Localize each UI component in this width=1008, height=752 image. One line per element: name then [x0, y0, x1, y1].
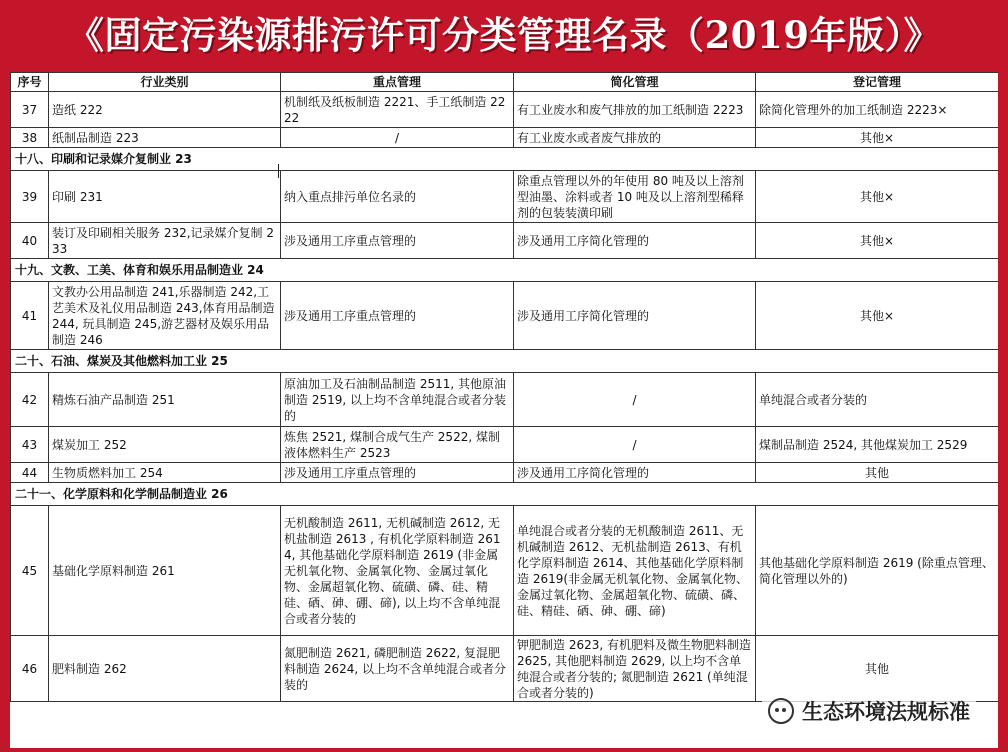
cell-simplified-management: 有工业废水和废气排放的加工纸制造 2223 [514, 92, 756, 128]
cell-no: 40 [11, 223, 49, 259]
cell-no: 41 [11, 282, 49, 350]
cell-simplified-management: 涉及通用工序简化管理的 [514, 223, 756, 259]
cell-simplified-management: / [514, 427, 756, 463]
table-row [11, 128, 999, 148]
cell-key-management: 炼焦 2521, 煤制合成气生产 2522, 煤制液体燃料生产 2523 [281, 427, 514, 463]
cell-no: 45 [11, 506, 49, 636]
cell-registration-management: 其他× [756, 282, 999, 350]
cell-simplified-management: 钾肥制造 2623, 有机肥料及微生物肥料制造 2625, 其他肥料制造 2629, 以上均不含单纯混合或者分装的; 氮肥制造 2621 (单纯混合或者分装的) [514, 636, 756, 702]
cell-registration-management: 煤制品制造 2524, 其他煤炭加工 2529 [756, 427, 999, 463]
cell-no: 42 [11, 373, 49, 427]
table-row [11, 636, 999, 702]
table-row [11, 506, 999, 636]
section-title: 二十、石油、煤炭及其他燃料加工业 25 [11, 350, 999, 373]
table-row [11, 92, 999, 128]
cell-industry: 煤炭加工 252 [49, 427, 281, 463]
cell-no: 46 [11, 636, 49, 702]
cell-no: 39 [11, 171, 49, 223]
cell-key-management: 涉及通用工序重点管理的 [281, 282, 514, 350]
header-industry: 行业类别 [49, 73, 281, 92]
cell-key-management: 纳入重点排污单位名录的 [281, 171, 514, 223]
cell-key-management: 氮肥制造 2621, 磷肥制造 2622, 复混肥料制造 2624, 以上均不含单纯混合或者分装的 [281, 636, 514, 702]
cell-key-management: 涉及通用工序重点管理的 [281, 463, 514, 483]
cell-industry: 基础化学原料制造 261 [49, 506, 281, 636]
cell-no: 44 [11, 463, 49, 483]
classification-table [10, 72, 998, 702]
cell-key-management: 无机酸制造 2611, 无机碱制造 2612, 无机盐制造 2613 , 有机化学原料制造 2614, 其他基础化学原料制造 2619 (非金属无机氧化物、金属氧化物、金属过氧化物、金属超氧化物、硫磺、磷、硅、精硅、硒、砷、硼、碲), 以上均不含单纯混合或者分装的 [281, 506, 514, 636]
section-row [11, 350, 999, 373]
cell-registration-management: 其他 [756, 463, 999, 483]
page-title: 《固定污染源排污许可分类管理名录（2019年版）》 [67, 13, 941, 57]
watermark-text: 生态环境法规标准 [802, 700, 970, 724]
table-row [11, 373, 999, 427]
cell-simplified-management: 有工业废水或者废气排放的 [514, 128, 756, 148]
wechat-icon [768, 698, 794, 724]
cell-industry: 纸制品制造 223 [49, 128, 281, 148]
watermark [762, 696, 976, 726]
section-title: 十八、印刷和记录媒介复制业 23 [11, 148, 999, 171]
cell-key-management: 涉及通用工序重点管理的 [281, 223, 514, 259]
section-row [11, 483, 999, 506]
cell-industry: 装订及印刷相关服务 232,记录媒介复制 233 [49, 223, 281, 259]
cell-registration-management: 除简化管理外的加工纸制造 2223× [756, 92, 999, 128]
section-title: 二十一、化学原料和化学制品制造业 26 [11, 483, 999, 506]
cell-simplified-management: 单纯混合或者分装的无机酸制造 2611、无机碱制造 2612、无机盐制造 2613、有机化学原料制造 2614、其他基础化学原料制造 2619(非金属无机氧化物、金属氧化物、金属过氧化物、金属超氧化物、硫磺、磷、硅、精硅、硒、砷、硼、碲) [514, 506, 756, 636]
header-key-management: 重点管理 [281, 73, 514, 92]
cell-simplified-management: 涉及通用工序简化管理的 [514, 282, 756, 350]
cell-key-management: 原油加工及石油制品制造 2511, 其他原油制造 2519, 以上均不含单纯混合或者分装的 [281, 373, 514, 427]
cell-industry: 文教办公用品制造 241,乐器制造 242,工艺美术及礼仪用品制造 243,体育用品制造 244, 玩具制造 245,游艺器材及娱乐用品制造 246 [49, 282, 281, 350]
table-row [11, 282, 999, 350]
cell-registration-management: 单纯混合或者分装的 [756, 373, 999, 427]
table-header-row [11, 73, 999, 92]
section-row [11, 259, 999, 282]
cell-registration-management: 其他× [756, 171, 999, 223]
cell-registration-management: 其他× [756, 223, 999, 259]
cell-industry: 印刷 231 [49, 171, 281, 223]
table-row [11, 223, 999, 259]
classification-table-sheet [10, 72, 998, 748]
cell-registration-management: 其他× [756, 128, 999, 148]
cell-industry: 造纸 222 [49, 92, 281, 128]
table-row [11, 427, 999, 463]
cell-no: 43 [11, 427, 49, 463]
table-row [11, 463, 999, 483]
section-title: 十九、文教、工美、体育和娱乐用品制造业 24 [11, 259, 999, 282]
section-row [11, 148, 999, 171]
cell-key-management: 机制纸及纸板制造 2221、手工纸制造 2222 [281, 92, 514, 128]
table-row [11, 171, 999, 223]
cell-registration-management: 其他 [756, 636, 999, 702]
cell-no: 38 [11, 128, 49, 148]
header-registration-management: 登记管理 [756, 73, 999, 92]
header-no: 序号 [11, 73, 49, 92]
header-simplified-management: 简化管理 [514, 73, 756, 92]
cell-simplified-management: 涉及通用工序简化管理的 [514, 463, 756, 483]
cell-industry: 精炼石油产品制造 251 [49, 373, 281, 427]
cell-key-management: / [281, 128, 514, 148]
cell-no: 37 [11, 92, 49, 128]
cell-industry: 肥料制造 262 [49, 636, 281, 702]
cell-simplified-management: / [514, 373, 756, 427]
table-body [11, 92, 999, 702]
cell-registration-management: 其他基础化学原料制造 2619 (除重点管理、简化管理以外的) [756, 506, 999, 636]
text-cursor [278, 164, 281, 178]
cell-simplified-management: 除重点管理以外的年使用 80 吨及以上溶剂型油墨、涂料或者 10 吨及以上溶剂型稀释剂的包装装潢印刷 [514, 171, 756, 223]
cell-industry: 生物质燃料加工 254 [49, 463, 281, 483]
